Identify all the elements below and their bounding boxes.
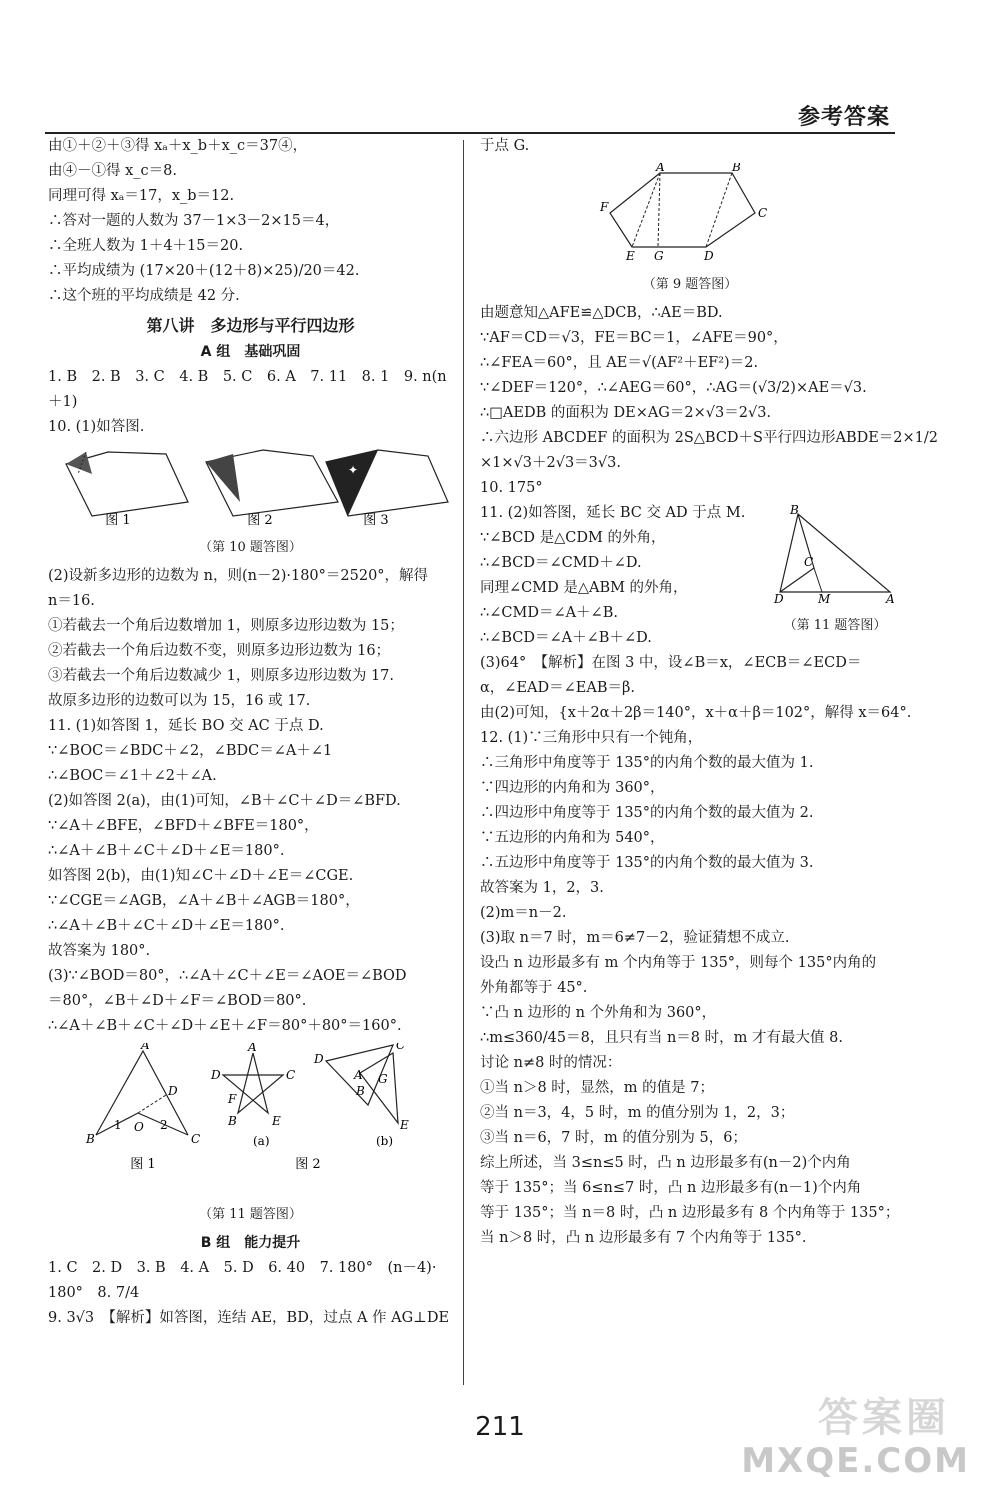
text-line: 9. 3√3 【解析】如答图，连结 AE，BD，过点 A 作 AG⊥DE [48, 1310, 450, 1326]
text-line: ∴∠FEA＝60°，且 AE＝√(AF²＋EF²)＝2. [480, 355, 759, 371]
text-line: ∵凸 n 边形的 n 个外角和为 360°， [480, 1005, 717, 1021]
watermark [741, 1386, 970, 1481]
text-line: (3)64° 【解析】在图 3 中，设∠B＝x，∠ECB＝∠ECD＝ [480, 655, 862, 671]
fig9-label-G: G [654, 249, 664, 263]
fig9-label-F: F [600, 200, 609, 214]
group-a-title: A 组 基础巩固 [200, 344, 301, 360]
text-line: 由题意知△AFE≌△DCB，∴AE＝BD. [480, 305, 723, 321]
text-line: 10. 175° [480, 480, 543, 496]
group-b-title: B 组 能力提升 [200, 1235, 301, 1251]
fig11-label-A: A [141, 1043, 150, 1052]
svg-text:2: 2 [160, 1118, 168, 1132]
text-line: (2)设新多边形的边数为 n，则(n－2)·180°＝2520°，解得 [48, 568, 429, 584]
fig9-label-D: D [704, 249, 714, 263]
text-line: 10. (1)如答图. [48, 419, 145, 435]
figure-10 [48, 444, 453, 560]
figure-11-right [770, 504, 900, 638]
text-line: 等于 135°；当 n＝8 时，凸 n 边形最多有 8 个内角等于 135°； [480, 1205, 900, 1221]
figure-11-sub-b: (b) [376, 1134, 394, 1148]
fig11a-label-E: E [272, 1114, 281, 1128]
text-line: ∵四边形的内角和为 360°， [480, 780, 665, 796]
fig9-label-C: C [758, 206, 768, 220]
right-lines-b [480, 301, 939, 651]
header-title: 参考答案 [797, 105, 890, 130]
figure-9-caption: （第 9 题答图） [642, 277, 738, 292]
text-line: 同理可得 xₐ＝17，x_b＝12. [48, 188, 235, 204]
text-line: ①当 n＞8 时，显然，m 的值是 7； [480, 1080, 714, 1096]
figure-11-sub-a: (a) [253, 1134, 270, 1148]
text-line: 1. C 2. D 3. B 4. A 5. D 6. 40 7. 180° (n－4)· [48, 1260, 437, 1276]
text-line: ∴□AEDB 的面积为 DE×AG＝2×√3＝2√3. [480, 405, 772, 421]
text-line: ∵∠A＋∠BFE，∠BFD＋∠BFE＝180°， [48, 818, 319, 834]
text-line: ∴这个班的平均成绩是 42 分. [48, 288, 240, 304]
text-line: ∴三角形中角度等于 135°的内角个数的最大值为 1. [480, 755, 814, 771]
left-column [48, 134, 453, 1331]
text-line: 11. (1)如答图 1，延长 BO 交 AC 于点 D. [48, 718, 324, 734]
figure-11-right-drawing [770, 504, 900, 604]
text-line: ②若截去一个角后边数不变，则原多边形边数为 16； [48, 643, 391, 659]
watermark-logo: 答案圈 [818, 1395, 950, 1441]
text-line: (3)∵∠BOD＝80°，∴∠A＋∠C＋∠E＝∠AOE＝∠BOD [48, 968, 407, 984]
fig11-label-C: C [191, 1132, 201, 1146]
figure-11-right-caption: （第 11 题答图） [783, 618, 887, 633]
text-line: ∴∠A＋∠B＋∠C＋∠D＋∠E＝180°. [48, 918, 285, 934]
left-lines-a [48, 134, 453, 309]
column-divider [463, 140, 464, 1385]
text-line: ∴五边形中角度等于 135°的内角个数的最大值为 3. [480, 855, 814, 871]
text-line: 等于 135°；当 6≤n≤7 时，凸 n 边形最多有(n－1)个内角 [480, 1180, 862, 1196]
text-line: α，∠EAD＝∠EAB＝β. [480, 680, 635, 696]
text-line: 故原多边形的边数可以为 15，16 或 17. [48, 693, 311, 709]
text-line: 1. B 2. B 3. C 4. B 5. C 6. A 7. 11 8. 1 9. n(n [48, 369, 447, 385]
fig9-label-B: B [732, 163, 741, 174]
svg-text:✦: ✦ [348, 463, 359, 477]
svg-text:1: 1 [114, 1118, 122, 1132]
fig11a-label-C: C [286, 1068, 296, 1082]
fig11a-label-B: B [228, 1114, 237, 1128]
fig11-label-D: D [168, 1084, 178, 1098]
fig11r-label-C: C [804, 555, 814, 569]
figure-10-label-3: 图 3 [363, 513, 389, 526]
right-column [480, 134, 939, 1251]
text-line: ①若截去一个角后边数增加 1，则原多边形边数为 15； [48, 618, 404, 634]
fig11b-label-A: A [354, 1068, 363, 1082]
text-line: ③若截去一个角后边数减少 1，则原多边形边数为 17. [48, 668, 395, 684]
fig11a-label-F: F [228, 1092, 237, 1106]
figure-10-drawing [48, 444, 453, 526]
text-line: 讨论 n≠8 时的情况： [480, 1055, 622, 1071]
figure-11-caption: （第 11 题答图） [199, 1207, 302, 1222]
text-line: n＝16. [48, 593, 95, 609]
text-line: 当 n＞8 时，凸 n 边形最多有 7 个内角等于 135°. [480, 1230, 807, 1246]
text-line: ③当 n＝6，7 时，m 的值分别为 5，6； [480, 1130, 747, 1146]
fig11b-label-G: G [378, 1072, 388, 1086]
figure-11-drawing [48, 1043, 453, 1193]
figure-9 [480, 163, 900, 297]
figure-11-label-1: 图 1 [130, 1157, 156, 1172]
text-line: ＋1) [48, 394, 78, 410]
figure-11-label-2: 图 2 [295, 1157, 321, 1172]
fig11a-label-D: D [211, 1068, 221, 1082]
text-line: ∴∠BOC＝∠1＋∠2＋∠A. [48, 768, 217, 784]
text-line: ②当 n＝3，4，5 时，m 的值分别为 1，2，3； [480, 1105, 795, 1121]
figure-9-drawing [480, 163, 900, 263]
text-line: 11. (2)如答图，延长 BC 交 AD 于点 M. [480, 505, 746, 521]
left-lines-c [48, 564, 453, 1039]
text-line: 同理∠CMD 是△ABM 的外角， [480, 580, 688, 596]
text-line: ∵∠DEF＝120°，∴∠AEG＝60°，∴AG＝(√3/2)×AE＝√3. [480, 380, 867, 396]
fig11r-label-B: B [790, 504, 799, 517]
text-line: ＝80°，∠B＋∠D＋∠F＝∠BOD＝80°. [48, 993, 307, 1009]
fig11b-label-D: D [314, 1052, 324, 1066]
text-line: (3)取 n＝7 时，m＝6≠7－2，验证猜想不成立. [480, 930, 790, 946]
text-line: 180° 8. 7/4 [48, 1285, 140, 1301]
fig11r-label-D: D [774, 592, 784, 604]
figure-10-label-1: 图 1 [105, 513, 131, 526]
lecture-title: 第八讲 多边形与平行四边形 [146, 316, 355, 335]
text-line: ∴全班人数为 1＋4＋15＝20. [48, 238, 244, 254]
fig11b-label-C: C [396, 1043, 406, 1052]
text-line: 由①＋②＋③得 xₐ＋x_b＋x_c＝37④， [48, 138, 308, 154]
text-line: ∴平均成绩为 (17×20＋(12＋8)×25)/20＝42. [48, 263, 360, 279]
text-line: ∴∠CMD＝∠A＋∠B. [480, 605, 618, 621]
text-line: 故答案为 1，2，3. [480, 880, 604, 896]
text-line: 综上所述，当 3≤n≤5 时，凸 n 边形最多有(n－2)个内角 [480, 1155, 851, 1171]
text-line: 故答案为 180°. [48, 943, 151, 959]
fig11r-label-M: M [818, 592, 831, 604]
text-line: 设凸 n 边形最多有 m 个内角等于 135°，则每个 135°内角的 [480, 955, 877, 971]
text-line: ∴∠A＋∠B＋∠C＋∠D＋∠E＝180°. [48, 843, 285, 859]
text-line: 由④－①得 x_c＝8. [48, 163, 177, 179]
text-line: ×1×√3＋2√3＝3√3. [480, 455, 621, 471]
figure-11 [48, 1043, 453, 1227]
text-line: 由(2)可知，{x＋2α＋2β＝140°，x＋α＋β＝102°，解得 x＝64°. [480, 705, 912, 721]
text-line: (2)如答图 2(a)，由(1)可知，∠B＋∠C＋∠D＝∠BFD. [48, 793, 401, 809]
text-line: ∴∠BCD＝∠CMD＋∠D. [480, 555, 642, 571]
text-line: ∵∠BCD 是△CDM 的外角， [480, 530, 666, 546]
figure-10-label-2: 图 2 [247, 513, 273, 526]
fig9-label-E: E [626, 249, 635, 263]
fig9-label-A: A [656, 163, 665, 174]
fig11b-label-E: E [400, 1118, 409, 1132]
text-line: ∴m≤360/45＝8，且只有当 n＝8 时，m 才有最大值 8. [480, 1030, 843, 1046]
right-lines-c [480, 651, 912, 1251]
text-line: (2)m＝n－2. [480, 905, 567, 921]
text-line: ∴六边形 ABCDEF 的面积为 2S△BCD＋S平行四边形ABDE＝2×1/2 [480, 430, 939, 446]
page-number: 211 [475, 1412, 525, 1442]
text-line: ∴∠BCD＝∠A＋∠B＋∠D. [480, 630, 652, 646]
text-line: 于点 G. [480, 138, 530, 154]
fig11a-label-A: A [248, 1043, 257, 1054]
text-line: ∴∠A＋∠B＋∠C＋∠D＋∠E＋∠F＝80°＋80°＝160°. [48, 1018, 402, 1034]
text-line: ∵AF＝CD＝√3，FE＝BC＝1，∠AFE＝90°， [480, 330, 788, 346]
text-line: 如答图 2(b)，由(1)知∠C＋∠D＋∠E＝∠CGE. [48, 868, 354, 884]
text-line: ∴四边形中角度等于 135°的内角个数的最大值为 2. [480, 805, 814, 821]
text-line: ∴答对一题的人数为 37－1×3－2×15＝4， [48, 213, 340, 229]
text-line: ∵∠CGE＝∠AGB，∠A＋∠B＋∠AGB＝180°， [48, 893, 360, 909]
fig11b-label-B: B [356, 1084, 365, 1098]
figure-10-caption: （第 10 题答图） [199, 540, 302, 555]
fig11-label-O: O [134, 1120, 144, 1134]
text-line: ∵五边形的内角和为 540°， [480, 830, 665, 846]
text-line: 12. (1)∵三角形中只有一个钝角， [480, 730, 703, 746]
fig11r-label-A: A [886, 592, 895, 604]
text-line: 外角都等于 45°. [480, 980, 588, 996]
fig11-label-B: B [86, 1132, 95, 1146]
text-line: ∵∠BOC＝∠BDC＋∠2，∠BDC＝∠A＋∠1 [48, 743, 333, 759]
watermark-url: MXQE.COM [741, 1441, 970, 1481]
